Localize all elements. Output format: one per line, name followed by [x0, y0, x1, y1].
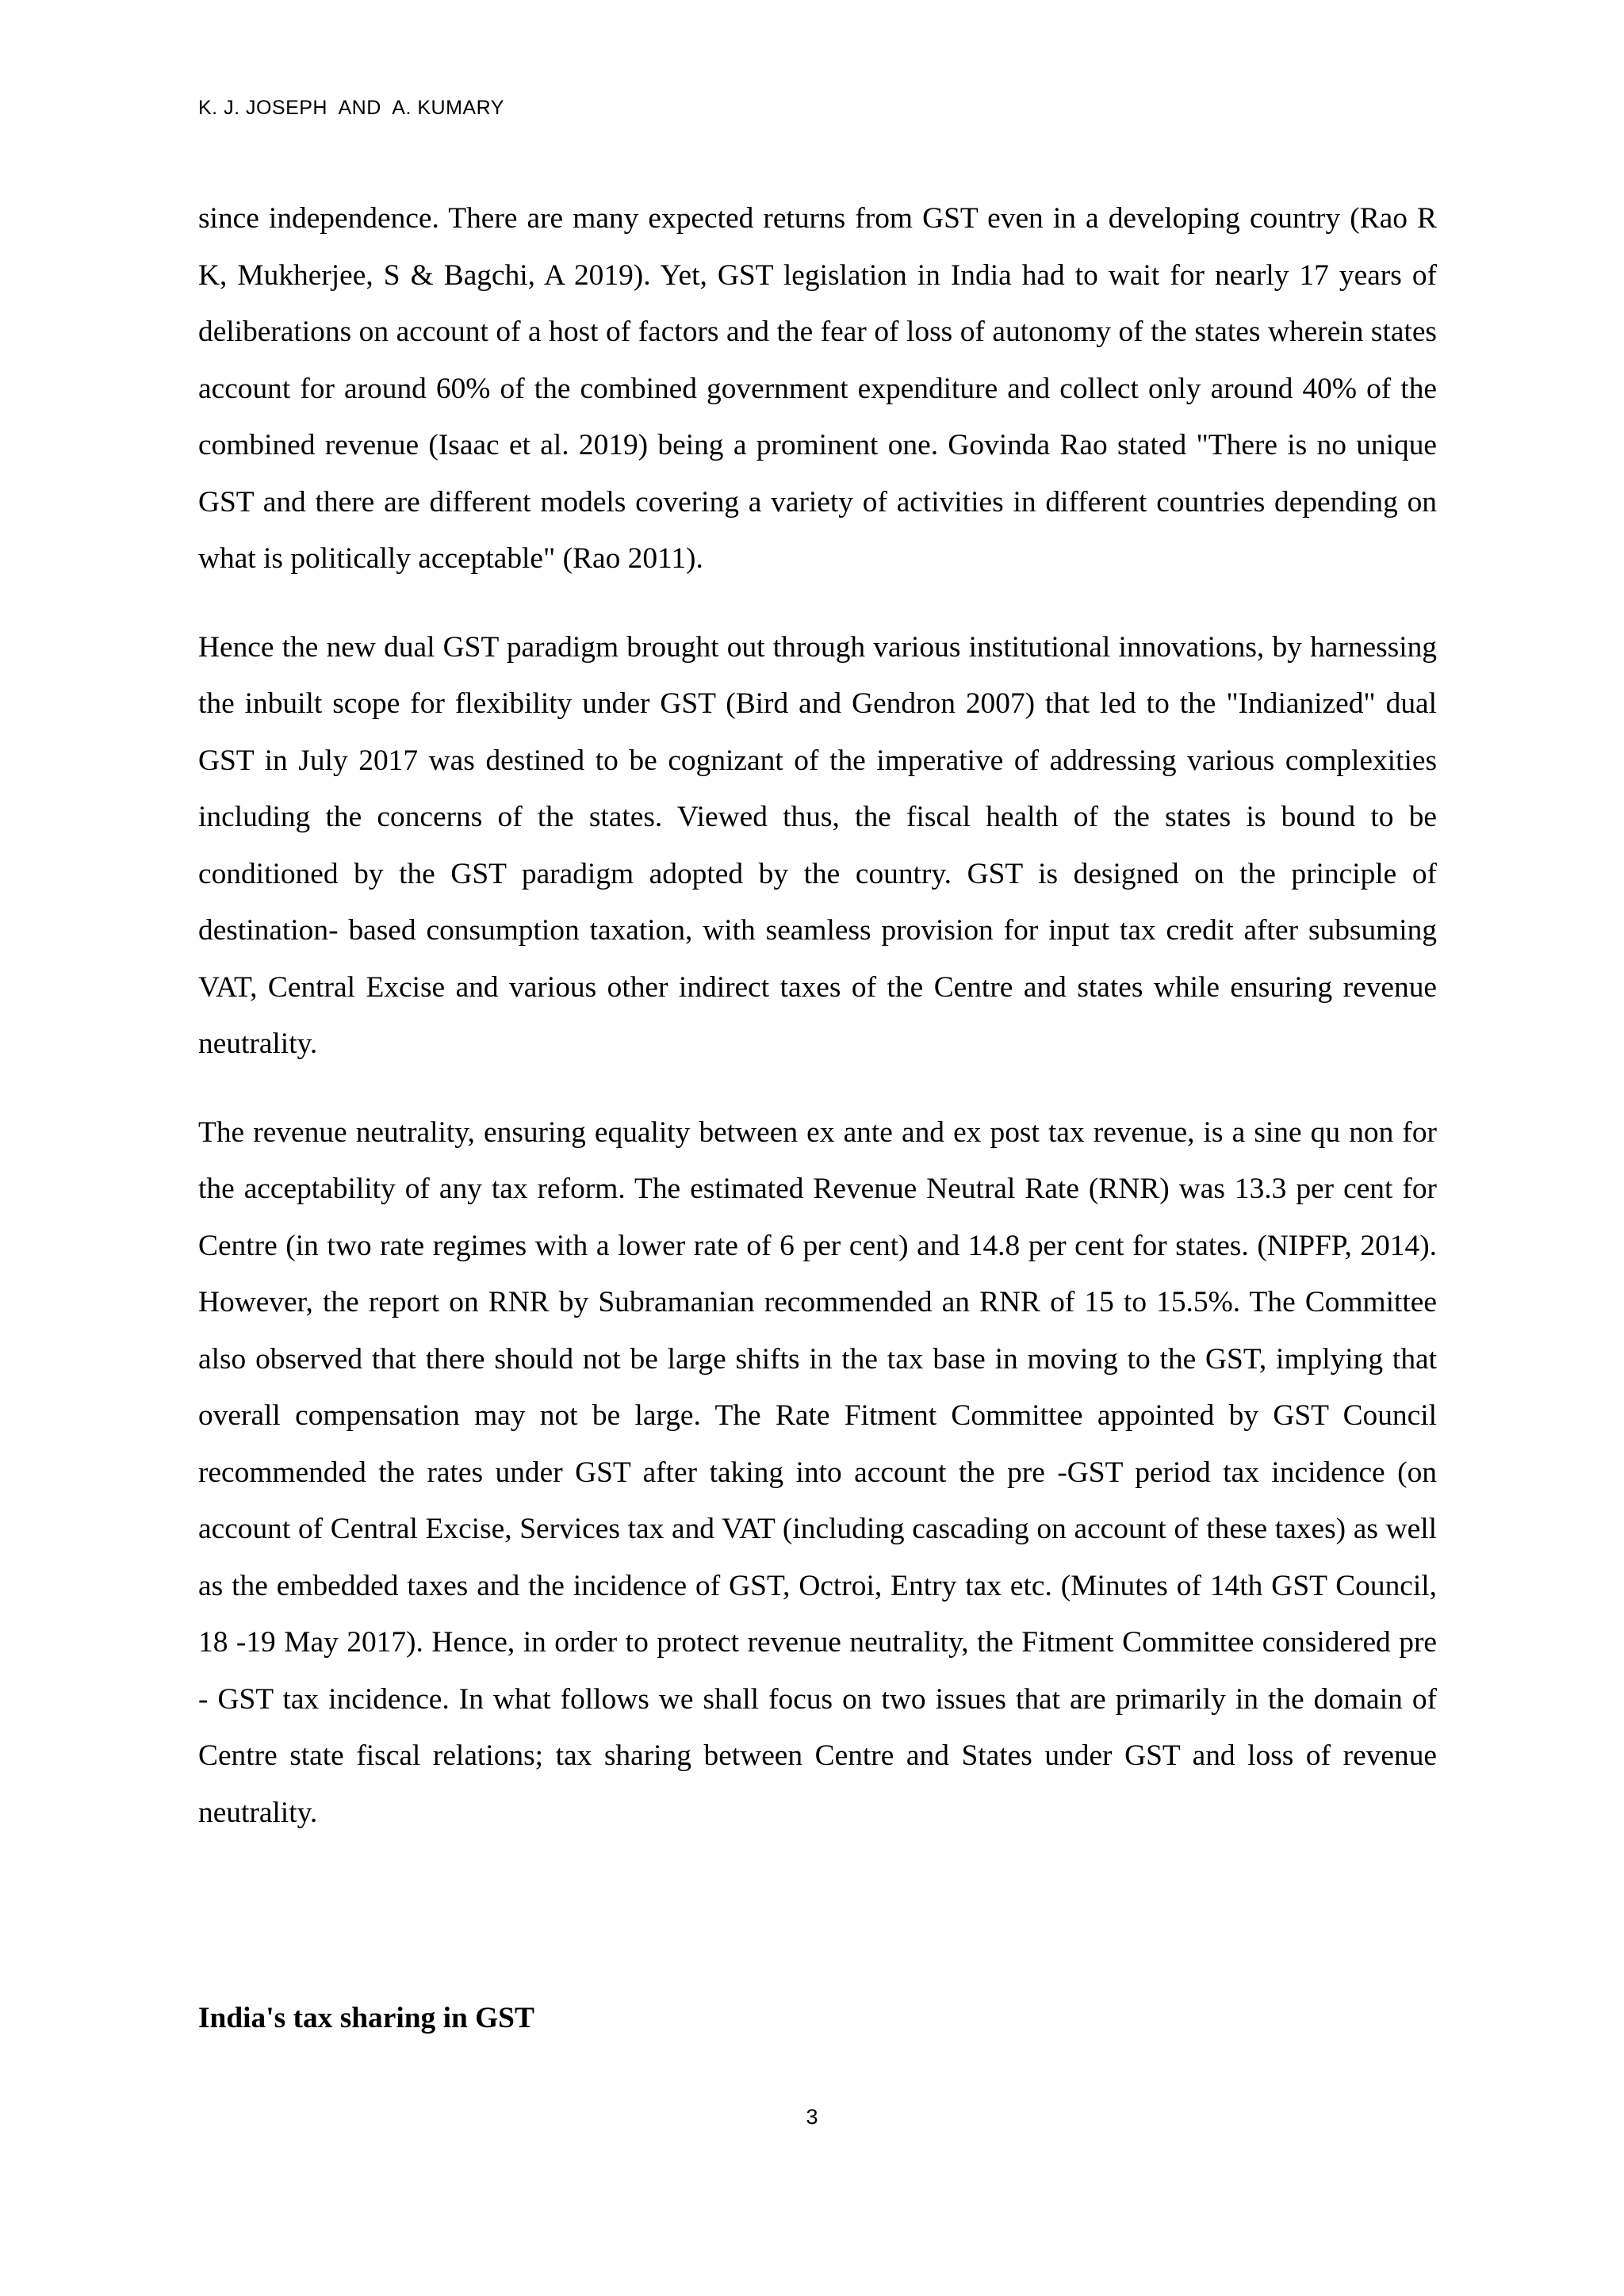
paragraph-1: since independence. There are many expected returns from GST even in a developing country (Rao R K, Mukherjee, S & Bagchi, A 2019). Yet, GST legislation in India had to wait for nearly 17 years of deliberations on account of a host of factors and the fear of loss of autonomy of the states wherein states account for around 60% of the combined government expenditure and collect only around 40% of the combined revenue (Isaac et al. 2019) being a prominent one. Govinda Rao stated "There is no unique GST and there are different models covering a variety of activities in different countries depending on what is politically acceptable" (Rao 2011). [198, 202, 1437, 575]
page-number: 3 [806, 2105, 818, 2129]
body-text [198, 190, 1437, 1873]
section-heading: India's tax sharing in GST [198, 2002, 534, 2034]
running-head: K. J. JOSEPH AND A. KUMARY [198, 97, 504, 119]
paragraph-2: Hence the new dual GST paradigm brought out through various institutional innovations, by harnessing the inbuilt scope for flexibility under GST (Bird and Gendron 2007) that led to the "Indianized" dual GST in July 2017 was destined to be cognizant of the imperative of addressing various complexities including the concerns of the states. Viewed thus, the fiscal health of the states is bound to be conditioned by the GST paradigm adopted by the country. GST is designed on the principle of destination- based consumption taxation, with seamless provision for input tax credit after subsuming VAT, Central Excise and various other indirect taxes of the Centre and states while ensuring revenue neutrality. [198, 630, 1437, 1060]
paragraph-3: The revenue neutrality, ensuring equality between ex ante and ex post tax revenue, is a sine qu non for the acceptability of any tax reform. The estimated Revenue Neutral Rate (RNR) was 13.3 per cent for Centre (in two rate regimes with a lower rate of 6 per cent) and 14.8 per cent for states. (NIPFP, 2014). However, the report on RNR by Subramanian recommended an RNR of 15 to 15.5%. The Committee also observed that there should not be large shifts in the tax base in moving to the GST, implying that overall compensation may not be large. The Rate Fitment Committee appointed by GST Council recommended the rates under GST after taking into account the pre -GST period tax incidence (on account of Central Excise, Services tax and VAT (including cascading on account of these taxes) as well as the embedded taxes and the incidence of GST, Octroi, Entry tax etc. (Minutes of 14th GST Council, 18 -19 May 2017). Hence, in order to protect revenue neutrality, the Fitment Committee considered pre - GST tax incidence. In what follows we shall focus on two issues that are primarily in the domain of Centre state fiscal relations; tax sharing between Centre and States under GST and loss of revenue neutrality. [198, 1115, 1437, 1829]
